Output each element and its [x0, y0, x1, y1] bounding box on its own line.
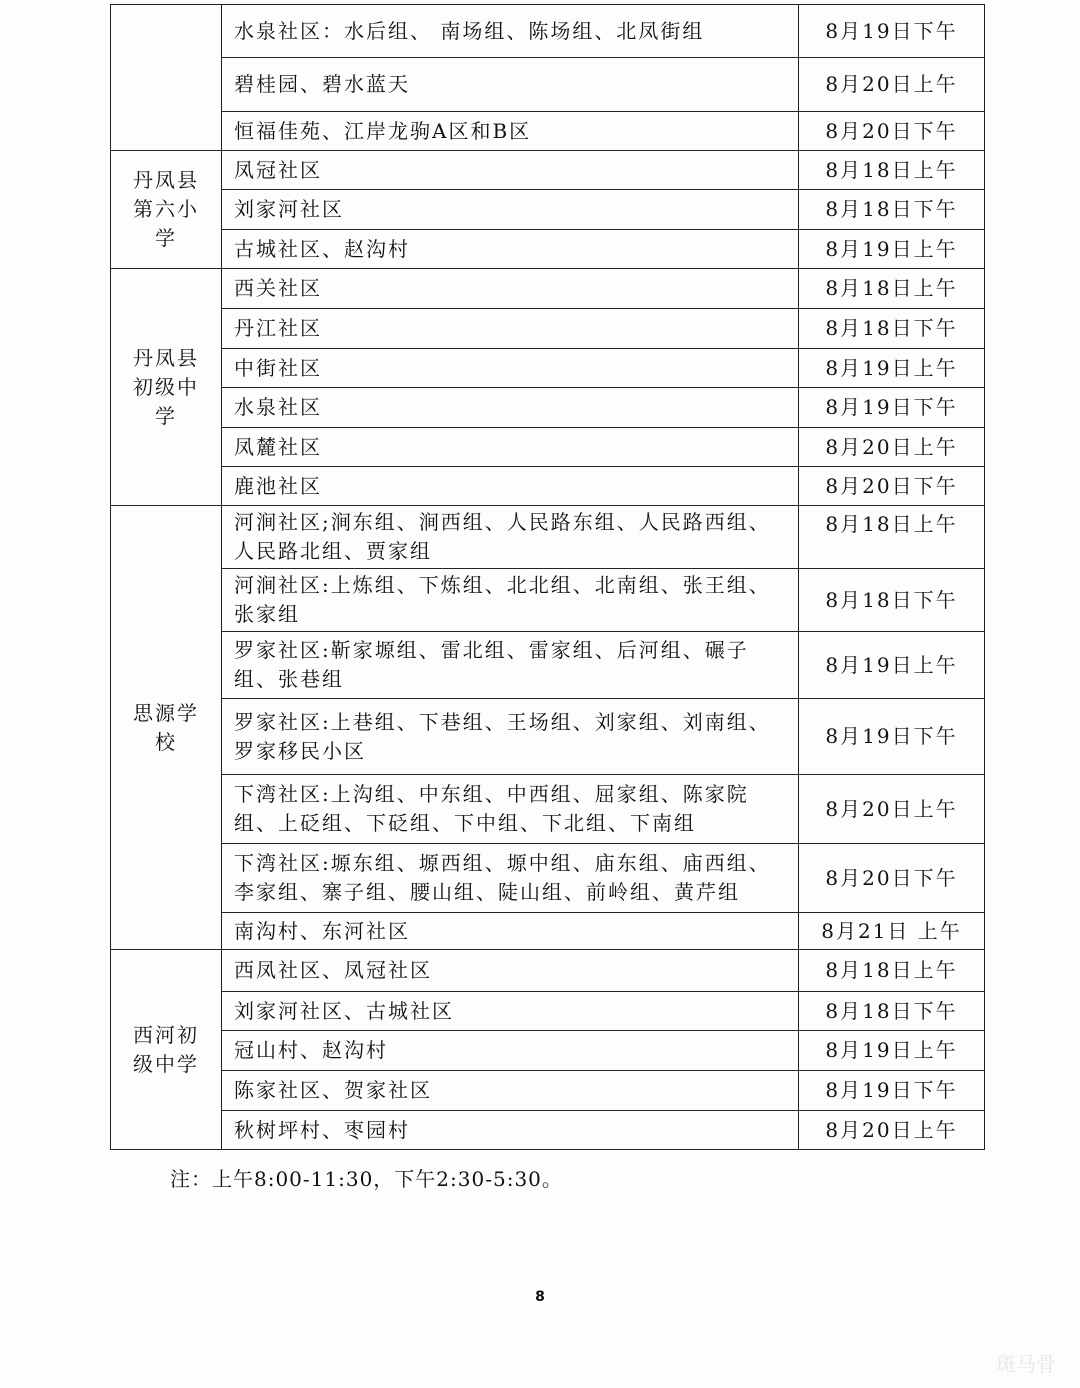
area-cell: 下湾社区:上沟组、中东组、中西组、屈家组、陈家院组、上砭组、下砭组、下中组、下北组、下南组	[222, 775, 799, 844]
school-cell: 思源学校	[111, 506, 222, 950]
area-cell: 凤冠社区	[222, 151, 799, 190]
area-cell: 碧桂园、碧水蓝天	[222, 58, 799, 112]
time-cell: 8月18日上午	[799, 506, 985, 569]
area-cell: 中街社区	[222, 349, 799, 388]
table-row	[111, 569, 985, 632]
table-row	[111, 112, 985, 151]
page-number: 8	[535, 1289, 545, 1305]
time-cell: 8月18日下午	[799, 309, 985, 349]
time-cell: 8月20日上午	[799, 1111, 985, 1150]
time-cell: 8月21日 上午	[799, 913, 985, 950]
table-row	[111, 349, 985, 388]
schedule-table	[110, 4, 985, 1150]
watermark: 斑马骨	[996, 1352, 1056, 1376]
area-cell: 水泉社区	[222, 388, 799, 428]
time-cell: 8月19日上午	[799, 632, 985, 699]
area-cell: 罗家社区:上巷组、下巷组、王场组、刘家组、刘南组、罗家移民小区	[222, 699, 799, 775]
table-row	[111, 950, 985, 992]
time-cell: 8月19日上午	[799, 1031, 985, 1071]
time-cell: 8月20日上午	[799, 58, 985, 112]
time-cell: 8月19日下午	[799, 388, 985, 428]
area-cell: 鹿池社区	[222, 467, 799, 506]
time-cell: 8月20日上午	[799, 775, 985, 844]
table-row	[111, 230, 985, 269]
area-cell: 西关社区	[222, 269, 799, 309]
area-cell: 河涧社区;涧东组、涧西组、人民路东组、人民路西组、人民路北组、贾家组	[222, 506, 799, 569]
table-row	[111, 699, 985, 775]
area-cell: 河涧社区:上炼组、下炼组、北北组、北南组、张王组、张家组	[222, 569, 799, 632]
table-row	[111, 388, 985, 428]
area-cell: 古城社区、赵沟村	[222, 230, 799, 269]
time-cell: 8月18日上午	[799, 269, 985, 309]
table-row	[111, 913, 985, 950]
time-cell: 8月20日下午	[799, 467, 985, 506]
table-row	[111, 1071, 985, 1111]
area-cell: 冠山村、赵沟村	[222, 1031, 799, 1071]
table-row	[111, 992, 985, 1031]
area-cell: 陈家社区、贺家社区	[222, 1071, 799, 1111]
time-cell: 8月20日下午	[799, 844, 985, 913]
school-cell	[111, 5, 222, 151]
table-row	[111, 632, 985, 699]
time-cell: 8月19日下午	[799, 5, 985, 58]
area-cell: 丹江社区	[222, 309, 799, 349]
table-row	[111, 1031, 985, 1071]
area-cell: 南沟村、东河社区	[222, 913, 799, 950]
table-row	[111, 844, 985, 913]
time-cell: 8月20日下午	[799, 112, 985, 151]
table-row	[111, 428, 985, 467]
table-row	[111, 5, 985, 58]
school-cell: 丹凤县初级中学	[111, 269, 222, 506]
time-cell: 8月20日上午	[799, 428, 985, 467]
table-row	[111, 506, 985, 569]
time-cell: 8月19日上午	[799, 349, 985, 388]
table-row	[111, 151, 985, 190]
area-cell: 凤麓社区	[222, 428, 799, 467]
table-row	[111, 1111, 985, 1150]
time-cell: 8月19日上午	[799, 230, 985, 269]
time-cell: 8月18日下午	[799, 190, 985, 230]
table-row	[111, 467, 985, 506]
time-cell: 8月18日上午	[799, 950, 985, 992]
time-cell: 8月19日下午	[799, 699, 985, 775]
table-row	[111, 190, 985, 230]
area-cell: 下湾社区:塬东组、塬西组、塬中组、庙东组、庙西组、李家组、寨子组、腰山组、陡山组、前岭组、黄芹组	[222, 844, 799, 913]
area-cell: 恒福佳苑、江岸龙驹A区和B区	[222, 112, 799, 151]
area-cell: 秋树坪村、枣园村	[222, 1111, 799, 1150]
area-cell: 水泉社区：水后组、 南场组、陈场组、北凤街组	[222, 5, 799, 58]
table-row	[111, 775, 985, 844]
time-cell: 8月18日下午	[799, 569, 985, 632]
area-cell: 刘家河社区、古城社区	[222, 992, 799, 1031]
table-row	[111, 269, 985, 309]
footnote: 注：上午8:00-11:30，下午2:30-5:30。	[170, 1167, 563, 1191]
table-row	[111, 309, 985, 349]
area-cell: 西凤社区、凤冠社区	[222, 950, 799, 992]
table-row	[111, 58, 985, 112]
time-cell: 8月19日下午	[799, 1071, 985, 1111]
time-cell: 8月18日下午	[799, 992, 985, 1031]
area-cell: 罗家社区:靳家塬组、雷北组、雷家组、后河组、碾子组、张巷组	[222, 632, 799, 699]
school-cell: 西河初级中学	[111, 950, 222, 1150]
area-cell: 刘家河社区	[222, 190, 799, 230]
time-cell: 8月18日上午	[799, 151, 985, 190]
school-cell: 丹凤县第六小学	[111, 151, 222, 269]
